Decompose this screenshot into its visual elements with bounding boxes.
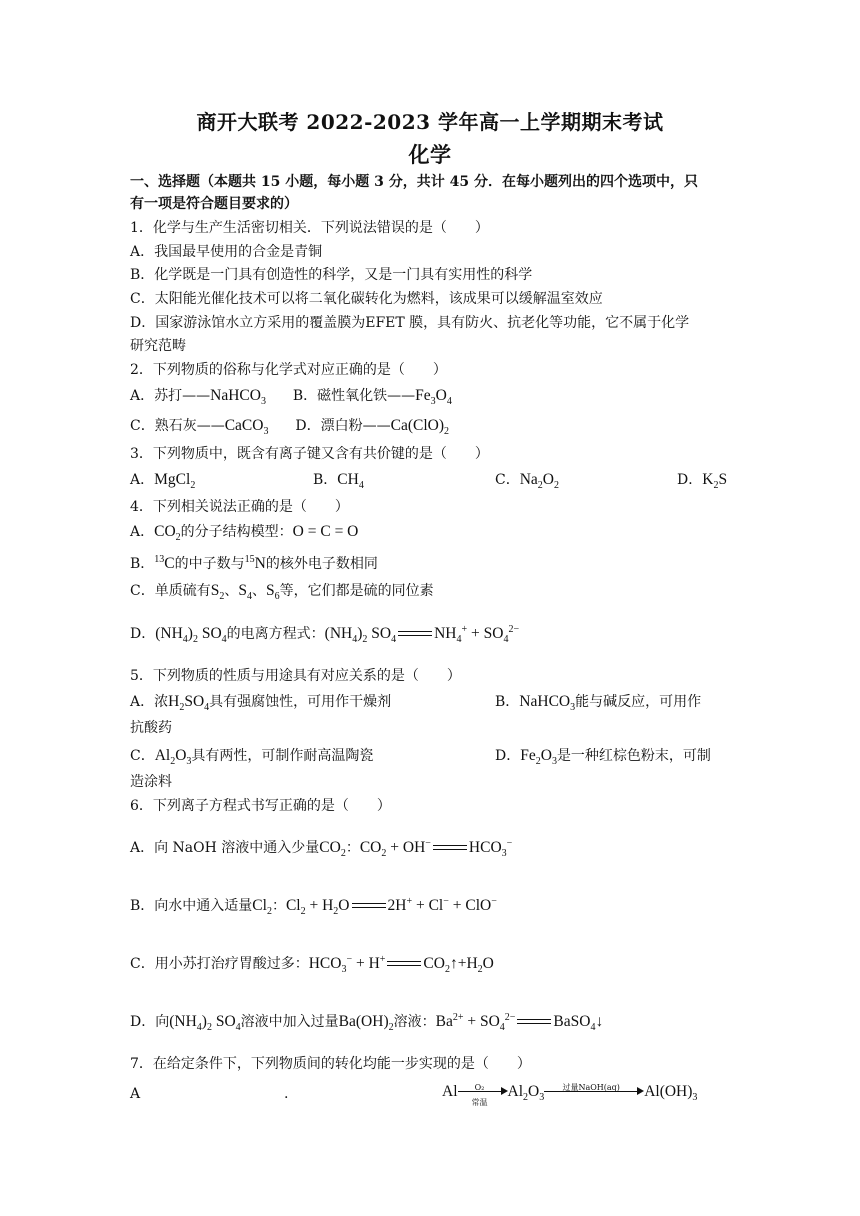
q6-option-a: A．向 NaOH 溶液中通入少量$CO_2$：$CO_2 + OH^-$ $HCO_3^-$ (130, 837, 513, 860)
q6-option-d: D．向$(NH_4)_2$ $SO_4$溶液中加入过量$Ba(OH)_2$溶液：$Ba^{2+} + SO_4^{2-}$ BaSO$_4$↓ (130, 1011, 604, 1034)
reaction-arrow-1: O₂ 常温 (458, 1080, 508, 1104)
q2-row2 (130, 416, 449, 436)
q4-option-d: D．$(NH_4)_2$ $SO_4$的电离方程式：$(NH_4)_2$ $SO_4$ $NH_4^+ + SO_4^{2-}$ (130, 623, 520, 646)
q5-option-b-line1: B．NaHCO$_3$能与碱反应，可用作 (495, 693, 702, 714)
q1-stem: 1．化学与生产生活密切相关．下列说法错误的是（ ） (130, 220, 489, 236)
q4-option-a: A．$CO_2$的分子结构模型：O = C = O (130, 523, 359, 544)
q3-stem: 3．下列物质中，既含有离子键又含有共价键的是（ ） (130, 446, 489, 462)
q1-option-a: A．我国最早使用的合金是青铜 (130, 244, 323, 260)
q1-option-b: B．化学既是一门具有创造性的科学，又是一门具有实用性的科学 (130, 267, 533, 283)
q2-option-a: A．苏打——NaHCO$_3$ (130, 387, 266, 408)
q2-option-c: C．熟石灰——CaCO$_3$ (130, 417, 269, 438)
q7-option-a-dot: . (284, 1086, 289, 1102)
q3-option-c: C．$Na_2O_2$ (495, 471, 559, 492)
q2-row1 (130, 386, 452, 406)
q7-option-a-reaction: Al O₂ 常温 $Al_2O_3$ 过量NaOH(aq) $Al(OH)_3$ (442, 1080, 697, 1104)
section-heading-line2: 有一项是符合题目要求的） (130, 196, 298, 212)
q3-option-d: D．$K_2S$ (677, 471, 728, 492)
q2-stem: 2．下列物质的俗称与化学式对应正确的是（ ） (130, 362, 447, 378)
q3-option-b: B．$CH_4$ (313, 471, 364, 492)
q5-option-b-line2: 抗酸药 (130, 720, 172, 736)
q1-option-d-line1: D．国家游泳馆水立方采用的覆盖膜为EFET 膜，具有防火、抗老化等功能，它不属于化学 (130, 315, 690, 331)
q5-stem: 5．下列物质的性质与用途具有对应关系的是（ ） (130, 668, 461, 684)
q6-stem: 6．下列离子方程式书写正确的是（ ） (130, 798, 391, 814)
q5-option-c: C．$Al_2O_3$具有两性，可制作耐高温陶瓷 (130, 747, 374, 768)
q5-option-d-line2: 造涂料 (130, 774, 172, 790)
q6-option-c: C．用小苏打治疗胃酸过多：$HCO_3^- + H^+$ $CO_2↑+H_2O$ (130, 953, 494, 976)
q2-option-d: D．漂白粉$——Ca(ClO)_2$ (295, 417, 449, 438)
q4-stem: 4．下列相关说法正确的是（ ） (130, 499, 349, 515)
q1-option-d-line2: 研究范畴 (130, 338, 186, 354)
subject-title: 化学 (408, 142, 452, 167)
q4-option-b: B．$^{13}$C的中子数与$^{15}$N的核外电子数相同 (130, 553, 378, 572)
q5-option-d-line1: D．$Fe_2O_3$是一种红棕色粉末，可制 (495, 747, 711, 768)
q1-option-c: C．太阳能光催化技术可以将二氧化碳转化为燃料，该成果可以缓解温室效应 (130, 291, 603, 307)
q7-option-a-label: A (130, 1086, 141, 1102)
q4-option-c: C．单质硫有$S_2$、$S_4$、$S_6$等，它们都是硫的同位素 (130, 582, 434, 603)
q2-option-b: B．磁性氧化铁$——Fe_3O_4$ (292, 387, 452, 408)
q7-stem: 7．在给定条件下，下列物质间的转化均能一步实现的是（ ） (130, 1056, 531, 1072)
section-heading-line1: 一、选择题（本题共 15 小题，每小题 3 分，共计 45 分．在每小题列出的四个选项中，只 (130, 174, 698, 190)
q6-option-b: B．向水中通入适量$Cl_2$：$Cl_2 + H_2O$ 2H+ + Cl− + ClO− (130, 895, 497, 918)
exam-title: 商开大联考 2022-2023 学年高一上学期期末考试 (196, 110, 664, 134)
q5-option-a: A．浓$H_2SO_4$具有强腐蚀性，可用作干燥剂 (130, 693, 392, 714)
q3-option-a: A．MgCl$_2$ (130, 471, 196, 492)
reaction-arrow-2: 过量NaOH(aq) (544, 1080, 644, 1104)
